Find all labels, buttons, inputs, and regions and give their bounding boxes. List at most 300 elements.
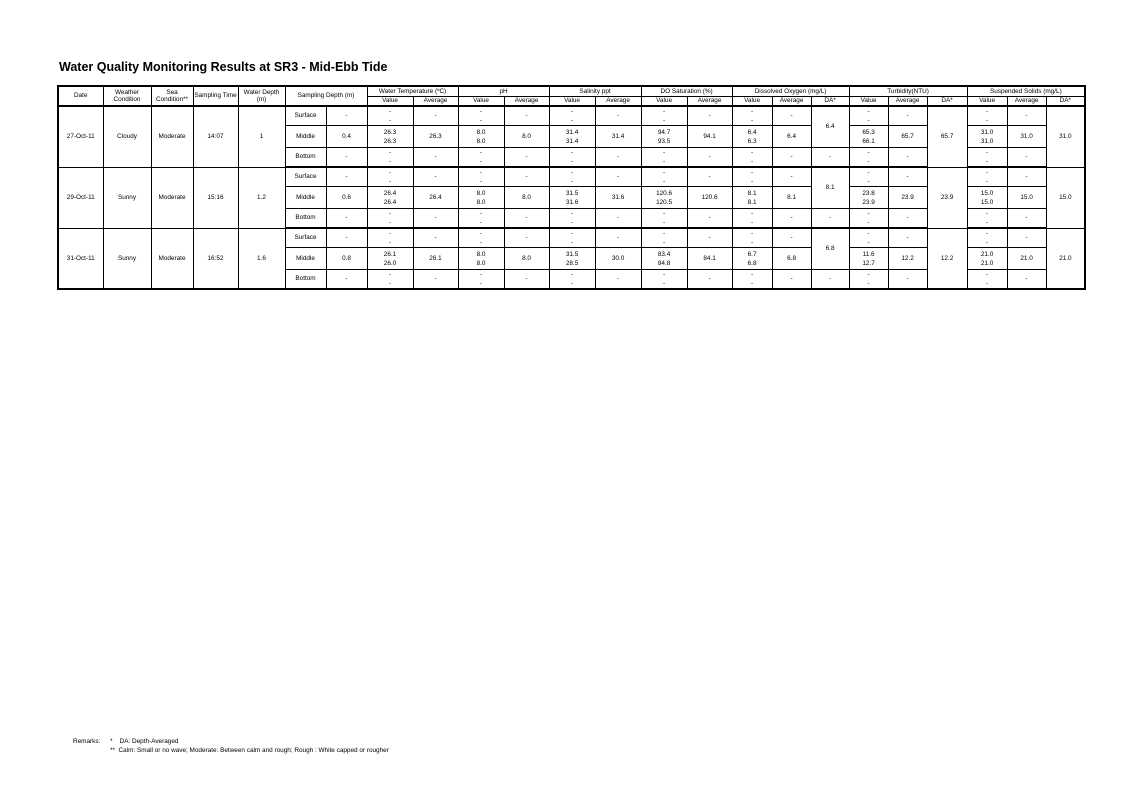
subheader-average: Average bbox=[772, 97, 811, 107]
ph-average-cell: 8.0 bbox=[504, 248, 549, 270]
temp-value-1: 26.1 bbox=[383, 250, 397, 258]
empty-value: - bbox=[750, 108, 754, 115]
empty-value: - bbox=[570, 117, 574, 124]
empty-value: - bbox=[570, 280, 574, 287]
header-water-temperature: Water Temperature (ºC) bbox=[367, 86, 458, 97]
ph-value-2: 8.0 bbox=[476, 259, 486, 267]
subheader-value: Value bbox=[641, 97, 687, 107]
empty-value-pair bbox=[732, 209, 772, 229]
empty-value: - bbox=[867, 219, 870, 226]
empty-value-pair bbox=[549, 228, 595, 248]
do-values bbox=[732, 248, 772, 270]
empty-value: - bbox=[388, 271, 392, 278]
empty-value: - bbox=[986, 108, 989, 115]
empty-value: - bbox=[986, 149, 989, 156]
empty-value: - bbox=[888, 148, 927, 168]
temp-value-2: 26.0 bbox=[383, 259, 397, 267]
turb-value-2: 12.7 bbox=[862, 259, 875, 267]
empty-value: - bbox=[479, 239, 483, 246]
empty-value: - bbox=[595, 167, 641, 187]
level-label-bottom: Bottom bbox=[285, 148, 326, 168]
empty-value: - bbox=[504, 167, 549, 187]
weather-cell: Sunny bbox=[103, 167, 151, 228]
do-saturation-average-cell: 84.1 bbox=[687, 248, 732, 270]
empty-value-pair bbox=[641, 106, 687, 126]
empty-value: - bbox=[687, 106, 732, 126]
sal-values bbox=[549, 248, 595, 270]
date-cell: 27-Oct-11 bbox=[58, 106, 103, 167]
empty-value: - bbox=[504, 209, 549, 229]
turbidity-depth-average-cell: 65.7 bbox=[927, 106, 967, 167]
empty-value: - bbox=[388, 178, 392, 185]
subheader-da: DA* bbox=[927, 97, 967, 107]
empty-value-pair bbox=[458, 228, 504, 248]
date-cell: 31-Oct-11 bbox=[58, 228, 103, 289]
table-row-surface bbox=[58, 228, 1085, 248]
empty-value: - bbox=[867, 271, 870, 278]
empty-value: - bbox=[1007, 106, 1046, 126]
empty-value-pair bbox=[549, 209, 595, 229]
empty-value-pair bbox=[367, 148, 413, 168]
empty-value-pair bbox=[732, 148, 772, 168]
empty-value: - bbox=[479, 158, 483, 165]
empty-value: - bbox=[479, 117, 483, 124]
empty-value: - bbox=[388, 239, 392, 246]
empty-value-pair bbox=[367, 270, 413, 290]
empty-value: - bbox=[326, 209, 367, 229]
empty-value: - bbox=[570, 230, 574, 237]
weather-cell: Sunny bbox=[103, 228, 151, 289]
ss-value-2: 15.0 bbox=[980, 198, 994, 206]
ss-value-1: 21.0 bbox=[980, 250, 994, 258]
empty-value: - bbox=[986, 271, 989, 278]
empty-value: - bbox=[811, 209, 849, 229]
empty-value: - bbox=[888, 106, 927, 126]
empty-value-pair bbox=[458, 209, 504, 229]
empty-value: - bbox=[888, 209, 927, 229]
ph-value-1: 8.0 bbox=[476, 128, 486, 136]
empty-value: - bbox=[1007, 167, 1046, 187]
empty-value: - bbox=[867, 210, 870, 217]
empty-value: - bbox=[479, 169, 483, 176]
subheader-value: Value bbox=[549, 97, 595, 107]
empty-value-pair bbox=[458, 270, 504, 290]
remarks-label: Remarks: bbox=[73, 738, 101, 745]
weather-cell: Cloudy bbox=[103, 106, 151, 167]
header-salinity: Salinity ppt bbox=[549, 86, 641, 97]
header-date: Date bbox=[58, 86, 103, 106]
dosat-value-1: 83.4 bbox=[657, 250, 671, 258]
subheader-average: Average bbox=[1007, 97, 1046, 107]
ph-values bbox=[458, 248, 504, 270]
empty-value-pair bbox=[967, 270, 1007, 290]
empty-value-pair bbox=[641, 228, 687, 248]
empty-value: - bbox=[479, 178, 483, 185]
turbidity-average-cell: 12.2 bbox=[888, 248, 927, 270]
empty-value: - bbox=[986, 219, 989, 226]
water-depth-cell: 1.6 bbox=[238, 228, 285, 289]
empty-value: - bbox=[687, 167, 732, 187]
empty-value: - bbox=[479, 230, 483, 237]
ph-value-2: 8.0 bbox=[476, 198, 486, 206]
turb-value-1: 11.6 bbox=[862, 250, 875, 258]
do-value-1: 8.1 bbox=[747, 189, 757, 197]
empty-value: - bbox=[772, 148, 811, 168]
ph-value-1: 8.0 bbox=[476, 250, 486, 258]
empty-value: - bbox=[662, 108, 666, 115]
ph-average-cell: 8.0 bbox=[504, 187, 549, 209]
dosat-values bbox=[641, 248, 687, 270]
header-sampling-depth: Sampling Depth (m) bbox=[285, 86, 367, 106]
remark-sea-condition: ** Calm: Small or no wave; Moderate: Between calm and rough; Rough : White capped or rougher bbox=[110, 746, 389, 754]
empty-value: - bbox=[662, 178, 666, 185]
subheader-average: Average bbox=[504, 97, 549, 107]
ss-value-2: 31.0 bbox=[980, 137, 994, 145]
subheader-da: DA* bbox=[811, 97, 849, 107]
turb-value-2: 23.9 bbox=[862, 198, 875, 206]
ph-average-cell: 8.0 bbox=[504, 126, 549, 148]
empty-value: - bbox=[570, 178, 574, 185]
ss-values bbox=[967, 126, 1007, 148]
empty-value: - bbox=[888, 228, 927, 248]
empty-value: - bbox=[1007, 270, 1046, 290]
dosat-values bbox=[641, 126, 687, 148]
turbidity-average-cell: 23.9 bbox=[888, 187, 927, 209]
do-value-1: 6.7 bbox=[747, 250, 757, 258]
empty-value: - bbox=[570, 149, 574, 156]
ss-depth-average-cell: 21.0 bbox=[1046, 228, 1085, 289]
header-weather: Weather Condition bbox=[103, 86, 151, 106]
level-label-surface: Surface bbox=[285, 228, 326, 248]
empty-value: - bbox=[888, 270, 927, 290]
empty-value: - bbox=[479, 219, 483, 226]
empty-value-pair bbox=[967, 106, 1007, 126]
empty-value-pair bbox=[732, 270, 772, 290]
header-sea-condition: Sea Condition** bbox=[151, 86, 193, 106]
empty-value: - bbox=[986, 239, 989, 246]
do-value-2: 6.3 bbox=[747, 137, 757, 145]
temp-average-cell: 26.1 bbox=[413, 248, 458, 270]
subheader-value: Value bbox=[849, 97, 888, 107]
temp-values bbox=[367, 187, 413, 209]
empty-value: - bbox=[867, 178, 870, 185]
temp-value-1: 26.3 bbox=[383, 128, 397, 136]
empty-value: - bbox=[662, 158, 666, 165]
turb-value-1: 23.8 bbox=[862, 189, 875, 197]
empty-value: - bbox=[595, 106, 641, 126]
subheader-value: Value bbox=[458, 97, 504, 107]
ss-value-1: 31.0 bbox=[980, 128, 994, 136]
empty-value: - bbox=[867, 169, 870, 176]
do-depth-average-cell: 6.4 bbox=[811, 106, 849, 148]
empty-value: - bbox=[388, 158, 392, 165]
turbidity-depth-average-cell: 23.9 bbox=[927, 167, 967, 228]
empty-value: - bbox=[388, 149, 392, 156]
empty-value: - bbox=[662, 230, 666, 237]
empty-value: - bbox=[986, 117, 989, 124]
salinity-average-cell: 31.4 bbox=[595, 126, 641, 148]
salinity-average-cell: 31.6 bbox=[595, 187, 641, 209]
empty-value: - bbox=[504, 106, 549, 126]
empty-value: - bbox=[662, 169, 666, 176]
empty-value: - bbox=[388, 108, 392, 115]
empty-value-pair bbox=[641, 167, 687, 187]
sal-value-1: 31.5 bbox=[565, 189, 579, 197]
empty-value: - bbox=[570, 271, 574, 278]
empty-value: - bbox=[326, 270, 367, 290]
do-depth-average-cell: 8.1 bbox=[811, 167, 849, 209]
empty-value: - bbox=[750, 271, 754, 278]
ss-average-cell: 15.0 bbox=[1007, 187, 1046, 209]
empty-value: - bbox=[772, 270, 811, 290]
temp-values bbox=[367, 248, 413, 270]
empty-value: - bbox=[504, 270, 549, 290]
do-average-cell: 8.1 bbox=[772, 187, 811, 209]
empty-value: - bbox=[662, 210, 666, 217]
empty-value: - bbox=[750, 230, 754, 237]
empty-value-pair bbox=[849, 209, 888, 229]
empty-value: - bbox=[772, 228, 811, 248]
do-value-1: 6.4 bbox=[747, 128, 757, 136]
empty-value: - bbox=[867, 108, 870, 115]
dosat-value-2: 84.8 bbox=[657, 259, 671, 267]
level-label-middle: Middle bbox=[285, 126, 326, 148]
empty-value: - bbox=[1007, 209, 1046, 229]
turbidity-depth-average-cell: 12.2 bbox=[927, 228, 967, 289]
sampling-time-cell: 15:16 bbox=[193, 167, 238, 228]
empty-value: - bbox=[986, 280, 989, 287]
table-row-surface bbox=[58, 167, 1085, 187]
empty-value: - bbox=[772, 209, 811, 229]
ss-depth-average-cell: 31.0 bbox=[1046, 106, 1085, 167]
empty-value: - bbox=[595, 148, 641, 168]
empty-value: - bbox=[388, 230, 392, 237]
dosat-value-1: 94.7 bbox=[657, 128, 671, 136]
empty-value-pair bbox=[967, 167, 1007, 187]
ph-values bbox=[458, 187, 504, 209]
empty-value: - bbox=[750, 149, 754, 156]
empty-value: - bbox=[867, 158, 870, 165]
dosat-value-1: 120.6 bbox=[656, 189, 673, 197]
empty-value-pair bbox=[732, 228, 772, 248]
empty-value-pair bbox=[458, 148, 504, 168]
empty-value: - bbox=[811, 148, 849, 168]
do-average-cell: 6.4 bbox=[772, 126, 811, 148]
sal-values bbox=[549, 126, 595, 148]
empty-value: - bbox=[1007, 148, 1046, 168]
empty-value-pair bbox=[732, 106, 772, 126]
sal-values bbox=[549, 187, 595, 209]
empty-value: - bbox=[888, 167, 927, 187]
empty-value: - bbox=[570, 158, 574, 165]
level-label-middle: Middle bbox=[285, 187, 326, 209]
empty-value: - bbox=[413, 167, 458, 187]
empty-value: - bbox=[750, 280, 754, 287]
ph-value-2: 8.0 bbox=[476, 137, 486, 145]
empty-value: - bbox=[662, 219, 666, 226]
empty-value: - bbox=[479, 210, 483, 217]
empty-value: - bbox=[388, 210, 392, 217]
sal-value-2: 31.6 bbox=[565, 198, 579, 206]
subheader-value: Value bbox=[967, 97, 1007, 107]
empty-value: - bbox=[750, 169, 754, 176]
table-body bbox=[58, 106, 1085, 289]
empty-value: - bbox=[986, 210, 989, 217]
subheader-value: Value bbox=[367, 97, 413, 107]
empty-value: - bbox=[326, 167, 367, 187]
empty-value: - bbox=[750, 117, 754, 124]
empty-value: - bbox=[750, 219, 754, 226]
empty-value-pair bbox=[641, 270, 687, 290]
empty-value: - bbox=[504, 148, 549, 168]
empty-value: - bbox=[867, 280, 870, 287]
empty-value: - bbox=[662, 280, 666, 287]
empty-value: - bbox=[750, 239, 754, 246]
empty-value: - bbox=[867, 230, 870, 237]
ss-value-1: 15.0 bbox=[980, 189, 994, 197]
ph-value-1: 8.0 bbox=[476, 189, 486, 197]
level-label-surface: Surface bbox=[285, 106, 326, 126]
empty-value-pair bbox=[549, 270, 595, 290]
dosat-value-2: 120.5 bbox=[656, 198, 673, 206]
empty-value: - bbox=[570, 108, 574, 115]
subheader-value: Value bbox=[732, 97, 772, 107]
temp-value-1: 26.4 bbox=[383, 189, 397, 197]
empty-value-pair bbox=[549, 106, 595, 126]
turb-value-1: 65.3 bbox=[862, 128, 875, 136]
empty-value: - bbox=[662, 271, 666, 278]
empty-value: - bbox=[662, 117, 666, 124]
subheader-average: Average bbox=[687, 97, 732, 107]
header-do-saturation: DO Saturation (%) bbox=[641, 86, 732, 97]
empty-value: - bbox=[326, 106, 367, 126]
sampling-time-cell: 16:52 bbox=[193, 228, 238, 289]
empty-value: - bbox=[772, 106, 811, 126]
ss-average-cell: 31.0 bbox=[1007, 126, 1046, 148]
empty-value: - bbox=[413, 209, 458, 229]
turb-value-2: 66.1 bbox=[862, 137, 875, 145]
do-saturation-average-cell: 94.1 bbox=[687, 126, 732, 148]
empty-value: - bbox=[687, 228, 732, 248]
water-depth-cell: 1 bbox=[238, 106, 285, 167]
ss-values bbox=[967, 248, 1007, 270]
empty-value-pair bbox=[367, 209, 413, 229]
do-average-cell: 6.8 bbox=[772, 248, 811, 270]
remark-depth-averaged: * DA: Depth-Averaged bbox=[110, 738, 179, 745]
empty-value-pair bbox=[849, 167, 888, 187]
empty-value-pair bbox=[641, 209, 687, 229]
empty-value-pair bbox=[849, 270, 888, 290]
temp-average-cell: 26.4 bbox=[413, 187, 458, 209]
empty-value: - bbox=[388, 219, 392, 226]
page-title: Water Quality Monitoring Results at SR3 - Mid-Ebb Tide bbox=[59, 60, 388, 74]
temp-value-2: 26.3 bbox=[383, 137, 397, 145]
ph-values bbox=[458, 126, 504, 148]
ss-values bbox=[967, 187, 1007, 209]
subheader-average: Average bbox=[413, 97, 458, 107]
empty-value: - bbox=[772, 167, 811, 187]
empty-value-pair bbox=[849, 148, 888, 168]
header-sampling-time: Sampling Time bbox=[193, 86, 238, 106]
empty-value: - bbox=[479, 280, 483, 287]
level-label-middle: Middle bbox=[285, 248, 326, 270]
empty-value: - bbox=[326, 228, 367, 248]
level-label-bottom: Bottom bbox=[285, 209, 326, 229]
sal-value-1: 31.5 bbox=[565, 250, 579, 258]
empty-value: - bbox=[388, 280, 392, 287]
middle-depth-cell: 0.8 bbox=[326, 248, 367, 270]
temp-values bbox=[367, 126, 413, 148]
do-values bbox=[732, 187, 772, 209]
empty-value: - bbox=[750, 178, 754, 185]
turbidity-average-cell: 65.7 bbox=[888, 126, 927, 148]
empty-value: - bbox=[595, 209, 641, 229]
water-depth-cell: 1.2 bbox=[238, 167, 285, 228]
header-ph: pH bbox=[458, 86, 549, 97]
level-label-bottom: Bottom bbox=[285, 270, 326, 290]
empty-value: - bbox=[867, 149, 870, 156]
subheader-average: Average bbox=[595, 97, 641, 107]
subheader-average: Average bbox=[888, 97, 927, 107]
header-dissolved-oxygen: Dissolved Oxygen (mg/L) bbox=[732, 86, 849, 97]
dosat-value-2: 93.5 bbox=[657, 137, 671, 145]
empty-value: - bbox=[570, 239, 574, 246]
empty-value: - bbox=[595, 270, 641, 290]
empty-value-pair bbox=[967, 209, 1007, 229]
sal-value-2: 31.4 bbox=[565, 137, 579, 145]
header-water-depth: Water Depth (m) bbox=[238, 86, 285, 106]
empty-value-pair bbox=[641, 148, 687, 168]
sal-value-1: 31.4 bbox=[565, 128, 579, 136]
do-values bbox=[732, 126, 772, 148]
empty-value: - bbox=[388, 117, 392, 124]
empty-value: - bbox=[662, 149, 666, 156]
turb-values bbox=[849, 126, 888, 148]
empty-value-pair bbox=[849, 106, 888, 126]
empty-value: - bbox=[570, 210, 574, 217]
empty-value: - bbox=[687, 209, 732, 229]
empty-value: - bbox=[413, 148, 458, 168]
empty-value-pair bbox=[458, 106, 504, 126]
empty-value-pair bbox=[367, 167, 413, 187]
temp-average-cell: 26.3 bbox=[413, 126, 458, 148]
sea-condition-cell: Moderate bbox=[151, 167, 193, 228]
empty-value: - bbox=[662, 239, 666, 246]
empty-value: - bbox=[986, 158, 989, 165]
ss-depth-average-cell: 15.0 bbox=[1046, 167, 1085, 228]
empty-value: - bbox=[570, 169, 574, 176]
empty-value: - bbox=[687, 270, 732, 290]
header-suspended-solids: Suspended Solids (mg/L) bbox=[967, 86, 1085, 97]
middle-depth-cell: 0.4 bbox=[326, 126, 367, 148]
table-row-surface bbox=[58, 106, 1085, 126]
empty-value-pair bbox=[732, 167, 772, 187]
dosat-values bbox=[641, 187, 687, 209]
empty-value: - bbox=[479, 149, 483, 156]
subheader-da: DA* bbox=[1046, 97, 1085, 107]
empty-value: - bbox=[811, 270, 849, 290]
do-value-2: 8.1 bbox=[747, 198, 757, 206]
empty-value-pair bbox=[549, 148, 595, 168]
empty-value: - bbox=[986, 169, 989, 176]
salinity-average-cell: 30.0 bbox=[595, 248, 641, 270]
empty-value: - bbox=[413, 106, 458, 126]
empty-value: - bbox=[867, 117, 870, 124]
temp-value-2: 26.4 bbox=[383, 198, 397, 206]
date-cell: 29-Oct-11 bbox=[58, 167, 103, 228]
turb-values bbox=[849, 248, 888, 270]
do-saturation-average-cell: 120.6 bbox=[687, 187, 732, 209]
